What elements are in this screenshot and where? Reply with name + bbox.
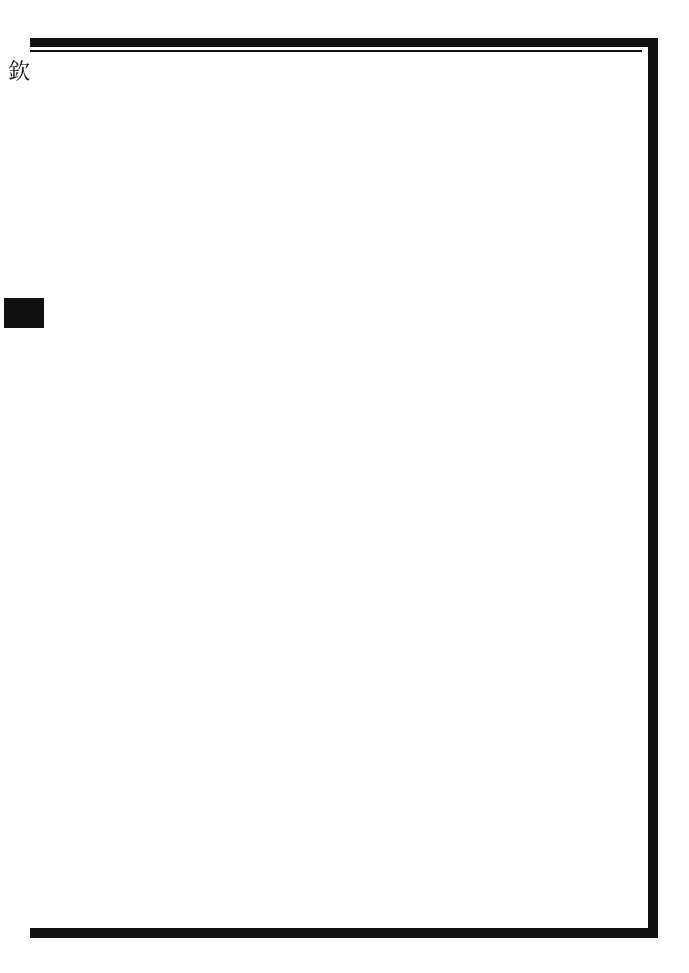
frame-top-border: [30, 38, 658, 47]
frame-bottom-border: [30, 928, 658, 938]
margin-title-char: 欽: [7, 60, 30, 85]
fishtail-block: [4, 298, 44, 328]
inner-top-rule: [30, 50, 642, 52]
margin-title-column: [6, 60, 32, 86]
frame-right-border: [648, 38, 658, 938]
